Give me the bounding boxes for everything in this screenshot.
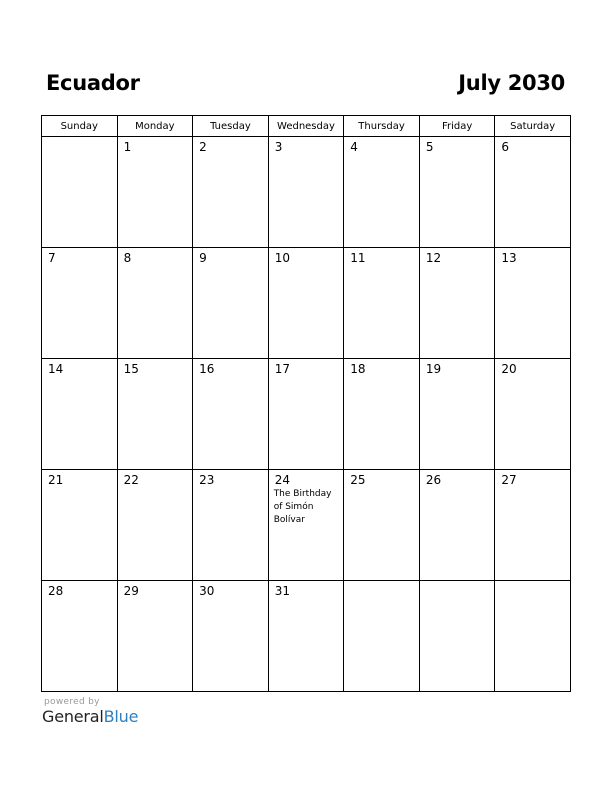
- day-cell: [42, 359, 118, 470]
- week-row: [42, 470, 571, 581]
- day-cell: [495, 581, 571, 692]
- day-number: 8: [123, 251, 132, 265]
- day-cell: [193, 359, 269, 470]
- week-row: [42, 581, 571, 692]
- day-cell: [268, 470, 344, 581]
- day-cell: [42, 581, 118, 692]
- day-cell: [193, 137, 269, 248]
- day-number: 15: [123, 362, 139, 376]
- footer-branding: [42, 697, 138, 726]
- day-number: [495, 581, 570, 584]
- brand-name-part1: General: [42, 707, 104, 726]
- brand-logo: [42, 707, 138, 726]
- day-cell: [344, 137, 420, 248]
- day-number: 21: [48, 473, 64, 487]
- weekday-tuesday: Tuesday: [193, 116, 269, 137]
- weekday-thursday: Thursday: [344, 116, 420, 137]
- day-cell: [193, 581, 269, 692]
- day-number: 1: [123, 140, 132, 154]
- day-cell: [268, 581, 344, 692]
- day-number: 6: [501, 140, 510, 154]
- day-number: 11: [350, 251, 366, 265]
- brand-name-part2: Blue: [103, 707, 139, 726]
- day-number: 20: [501, 362, 517, 376]
- day-number: 3: [274, 140, 283, 154]
- day-number: 19: [425, 362, 442, 376]
- weekday-wednesday: Wednesday: [268, 116, 344, 137]
- powered-by-text: powered by: [44, 697, 100, 707]
- day-number: 24: [274, 473, 290, 487]
- day-cell: [419, 137, 495, 248]
- weekday-saturday: Saturday: [495, 116, 571, 137]
- day-cell: [495, 137, 571, 248]
- day-cell: [42, 470, 118, 581]
- day-number: 23: [199, 473, 215, 487]
- weekday-sunday: Sunday: [42, 116, 118, 137]
- day-number: 4: [350, 140, 358, 154]
- day-cell: [193, 248, 269, 359]
- day-cell: [344, 248, 420, 359]
- day-number: 31: [274, 584, 290, 598]
- day-number: 17: [274, 362, 290, 376]
- weekday-friday: Friday: [419, 116, 495, 137]
- day-cell: [268, 248, 344, 359]
- day-cell: [419, 581, 495, 692]
- week-row: [42, 137, 571, 248]
- country-title: Ecuador: [46, 71, 140, 95]
- day-cell: [268, 359, 344, 470]
- day-number: [42, 137, 117, 140]
- day-number: 13: [501, 251, 517, 265]
- day-cell: [419, 248, 495, 359]
- weekday-monday: Monday: [117, 116, 193, 137]
- day-cell: [344, 581, 420, 692]
- day-number: 30: [199, 584, 215, 598]
- day-cell: [117, 470, 193, 581]
- day-number: 25: [350, 473, 366, 487]
- day-number: 28: [48, 584, 64, 598]
- day-number: 9: [199, 251, 207, 265]
- day-cell: [495, 359, 571, 470]
- week-row: [42, 248, 571, 359]
- day-number: 26: [425, 473, 442, 487]
- calendar-grid: [41, 115, 571, 692]
- day-number: 22: [123, 473, 139, 487]
- day-cell: [42, 137, 118, 248]
- weekday-header-row: [42, 116, 571, 137]
- day-number: 27: [501, 473, 517, 487]
- day-number: 7: [48, 251, 56, 265]
- day-cell: [419, 359, 495, 470]
- holiday-label: The Birthday of Simón Bolívar: [273, 489, 332, 525]
- day-number: 14: [48, 362, 64, 376]
- day-cell: [117, 248, 193, 359]
- day-cell: [344, 470, 420, 581]
- day-number: 10: [274, 251, 290, 265]
- day-number: 5: [425, 140, 434, 154]
- day-cell: [117, 137, 193, 248]
- week-row: [42, 359, 571, 470]
- month-year-title: July 2030: [458, 71, 565, 95]
- day-number: 16: [199, 362, 215, 376]
- day-cell: [495, 470, 571, 581]
- day-cell: [419, 470, 495, 581]
- day-number: 12: [425, 251, 442, 265]
- day-cell: [193, 470, 269, 581]
- day-cell: [117, 359, 193, 470]
- day-cell: [344, 359, 420, 470]
- day-number: 2: [199, 140, 207, 154]
- day-number: 18: [350, 362, 366, 376]
- day-cell: [268, 137, 344, 248]
- day-cell: [42, 248, 118, 359]
- day-cell: [117, 581, 193, 692]
- day-cell: [495, 248, 571, 359]
- day-number: [420, 581, 495, 584]
- day-number: 29: [123, 584, 139, 598]
- day-number: [344, 581, 419, 584]
